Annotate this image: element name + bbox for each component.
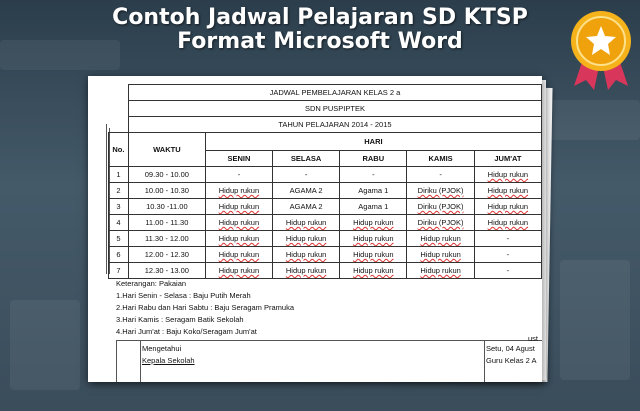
row-no: 4 — [109, 215, 129, 231]
cell: Hidup rukun — [273, 231, 340, 247]
cell: - — [474, 231, 541, 247]
cell: Hidup rukun — [205, 247, 272, 263]
divider — [116, 340, 542, 341]
row-no: 1 — [109, 167, 129, 183]
cell: Agama 1 — [340, 183, 407, 199]
row-no: 5 — [109, 231, 129, 247]
divider — [116, 340, 117, 382]
cell: Hidup rukun — [205, 263, 272, 279]
cell: Hidup rukun — [340, 215, 407, 231]
school-name: SDN PUSPIPTEK — [128, 101, 541, 117]
cell: Hidup rukun — [205, 199, 272, 215]
table-row — [109, 247, 542, 263]
doc-title: JADWAL PEMBELAJARAN KELAS 2 a — [128, 85, 541, 101]
row-no: 7 — [109, 263, 129, 279]
row-time: 11.30 - 12.00 — [128, 231, 205, 247]
table-row — [109, 215, 542, 231]
bg-decor — [560, 260, 630, 380]
cell: - — [273, 167, 340, 183]
cell: - — [474, 263, 541, 279]
school-year: TAHUN PELAJARAN 2014 - 2015 — [128, 117, 541, 133]
day-header: SELASA — [273, 151, 340, 167]
row-no: 3 — [109, 199, 129, 215]
day-header: RABU — [340, 151, 407, 167]
footer-principal: Kepala Sekolah — [142, 356, 195, 365]
cell: Hidup rukun — [474, 199, 541, 215]
cell: Hidup rukun — [340, 231, 407, 247]
day-header: SENIN — [205, 151, 272, 167]
bg-decor — [540, 100, 640, 140]
footer-teacher: Guru Kelas 2 A — [486, 356, 537, 365]
day-header: JUM'AT — [474, 151, 541, 167]
footer-edge-text: ust — [528, 334, 539, 343]
day-header: KAMIS — [407, 151, 474, 167]
cell: - — [474, 247, 541, 263]
divider — [140, 340, 141, 382]
cell: - — [205, 167, 272, 183]
footer-date: Setu, 04 Agust — [486, 344, 535, 353]
table-row — [109, 199, 542, 215]
row-time: 11.00 - 11.30 — [128, 215, 205, 231]
cell: Hidup rukun — [205, 183, 272, 199]
cell: Hidup rukun — [340, 263, 407, 279]
divider — [484, 340, 485, 382]
table-row — [109, 263, 542, 279]
cell: Hidup rukun — [474, 167, 541, 183]
cell: Hidup rukun — [273, 263, 340, 279]
note-line: 2.Hari Rabu dan Hari Sabtu : Baju Seragam Pramuka — [116, 303, 295, 312]
row-time: 10.00 - 10.30 — [128, 183, 205, 199]
notes-block — [116, 278, 294, 338]
cell: Hidup rukun — [205, 215, 272, 231]
note-line: 3.Hari Kamis : Seragam Batik Sekolah — [116, 315, 244, 324]
schedule-table — [108, 84, 542, 279]
headline-line2: Format Microsoft Word — [177, 29, 463, 54]
cell: Diriku (PJOK) — [407, 183, 474, 199]
table-row — [109, 167, 542, 183]
cell: Hidup rukun — [273, 247, 340, 263]
note-line: 4.Hari Jum'at : Baju Koko/Seragam Jum'at — [116, 327, 257, 336]
cell: Hidup rukun — [340, 247, 407, 263]
cell: Diriku (PJOK) — [407, 215, 474, 231]
headline — [100, 6, 540, 54]
cell: Diriku (PJOK) — [407, 199, 474, 215]
cell: AGAMA 2 — [273, 199, 340, 215]
cell: Hidup rukun — [407, 247, 474, 263]
row-no: 6 — [109, 247, 129, 263]
row-time: 09.30 - 10.00 — [128, 167, 205, 183]
cell: - — [340, 167, 407, 183]
footer-acknowledged: Mengetahui — [142, 344, 182, 353]
col-day-header: HARI — [205, 133, 541, 151]
col-time-header: WAKTU — [128, 133, 205, 167]
cell: AGAMA 2 — [273, 183, 340, 199]
note-line: 1.Hari Senin - Selasa : Baju Putih Merah — [116, 291, 251, 300]
table-row — [109, 231, 542, 247]
cell: Hidup rukun — [474, 215, 541, 231]
col-no-header: No. — [109, 133, 129, 167]
row-time: 12.30 - 13.00 — [128, 263, 205, 279]
headline-line1: Contoh Jadwal Pelajaran SD KTSP — [112, 5, 528, 30]
cell: Hidup rukun — [474, 183, 541, 199]
cell: Hidup rukun — [407, 263, 474, 279]
table-row — [109, 183, 542, 199]
cell: Agama 1 — [340, 199, 407, 215]
row-time: 10.30 -11.00 — [128, 199, 205, 215]
note-line: Keterangan: Pakaian — [116, 279, 187, 288]
row-no: 2 — [109, 183, 129, 199]
star-medal-icon — [568, 8, 634, 90]
cell: Hidup rukun — [273, 215, 340, 231]
margin-line — [106, 124, 107, 274]
bg-decor — [10, 300, 80, 390]
document-page — [88, 76, 542, 382]
row-time: 12.00 - 12.30 — [128, 247, 205, 263]
cell: - — [407, 167, 474, 183]
cell: Hidup rukun — [407, 231, 474, 247]
cell: Hidup rukun — [205, 231, 272, 247]
